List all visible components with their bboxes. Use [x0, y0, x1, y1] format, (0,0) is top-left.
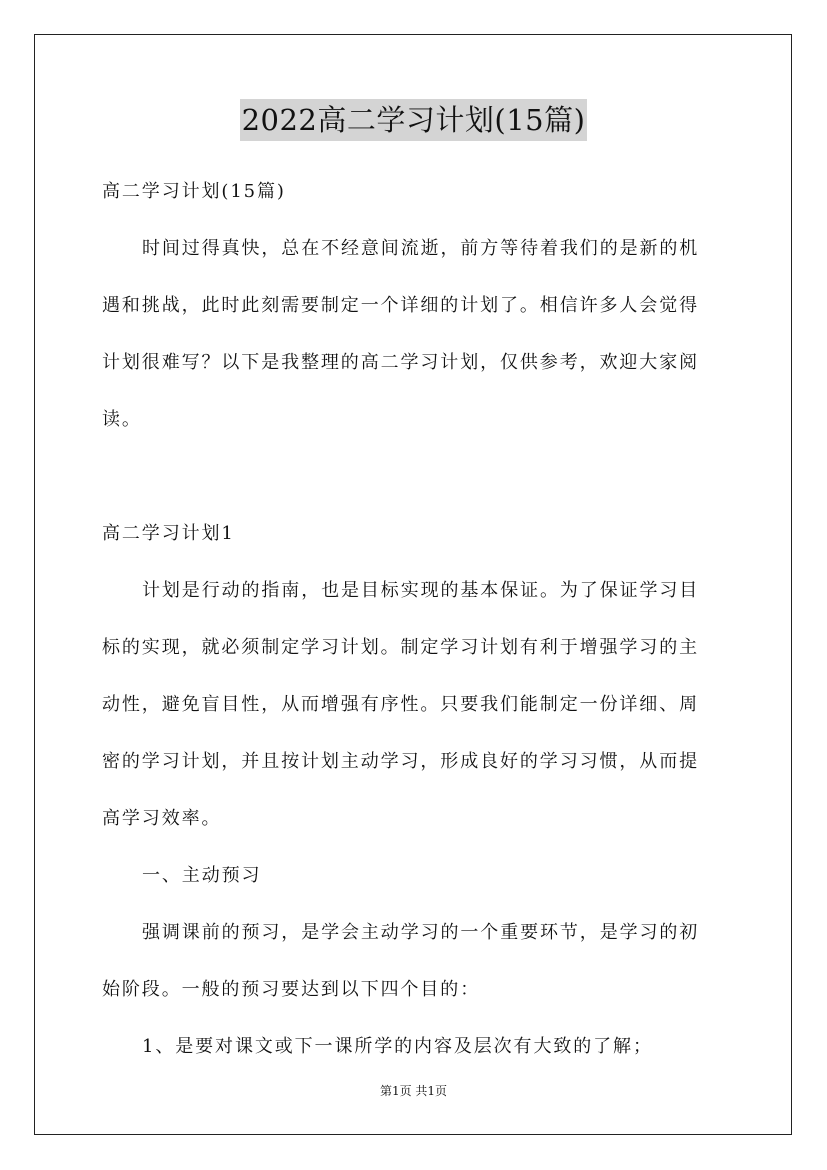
paragraph-line: 计划很难写？以下是我整理的高二学习计划，仅供参考，欢迎大家阅 [102, 352, 699, 373]
paragraph-line: 强调课前的预习，是学会主动学习的一个重要环节，是学习的初 [142, 922, 700, 943]
page-footer: 第1页 共1页 [379, 1084, 448, 1098]
document-title: 2022高二学习计划(15篇) [240, 99, 588, 141]
subtitle-line: 高二学习计划(15篇) [102, 181, 286, 202]
blank-line [102, 448, 726, 505]
paragraph-line: 时间过得真快，总在不经意间流逝，前方等待着我们的是新的机 [142, 238, 700, 259]
paragraph-line: 标的实现，就必须制定学习计划。制定学习计划有利于增强学习的主 [102, 637, 699, 658]
paragraph-line: 动性，避免盲目性，从而增强有序性。只要我们能制定一份详细、周 [102, 694, 699, 715]
paragraph-line: 始阶段。一般的预习要达到以下四个目的： [102, 979, 481, 1000]
section-heading: 高二学习计划1 [102, 523, 235, 544]
subsection-heading: 一、主动预习 [142, 865, 262, 886]
paragraph-line: 计划是行动的指南，也是目标实现的基本保证。为了保证学习目 [142, 580, 700, 601]
paragraph-line: 高学习效率。 [102, 808, 222, 829]
title-container [0, 99, 827, 141]
document-body [102, 163, 726, 1075]
paragraph-line: 密的学习计划，并且按计划主动学习，形成良好的学习习惯，从而提 [102, 751, 699, 772]
paragraph-line: 读。 [102, 409, 142, 430]
list-item: 1、是要对课文或下一课所学的内容及层次有大致的了解； [142, 1036, 653, 1057]
paragraph-line: 遇和挑战，此时此刻需要制定一个详细的计划了。相信许多人会觉得 [102, 295, 699, 316]
